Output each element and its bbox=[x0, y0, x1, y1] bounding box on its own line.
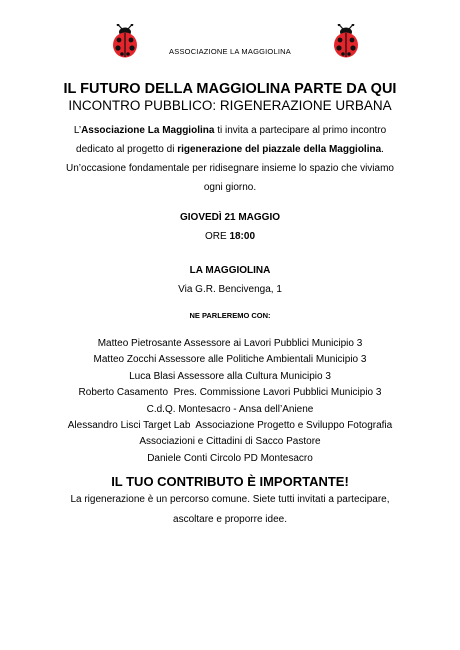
closing-line: La rigenerazione è un percorso comune. Siete tutti invitati a partecipare, bbox=[70, 494, 390, 505]
speaker-item: Matteo Zocchi Assessore alle Politiche Ambientali Municipio 3 bbox=[93, 354, 367, 366]
page-subtitle: INCONTRO PUBBLICO: RIGENERAZIONE URBANA bbox=[68, 98, 392, 113]
event-date: GIOVEDÌ 21 MAGGIO bbox=[179, 212, 281, 223]
speaker-item: Luca Blasi Assessore alla Cultura Municipio 3 bbox=[129, 370, 331, 382]
closing-paragraph bbox=[0, 490, 460, 529]
closing-line: ascoltare e proporre idee. bbox=[173, 513, 287, 525]
event-venue bbox=[0, 261, 460, 299]
speaker-item: Alessandro Lisci Target Lab Associazione Progetto e Sviluppo Fotografia bbox=[67, 420, 393, 432]
intro-line: L’Associazione La Maggiolina ti invita a partecipare al primo incontro bbox=[73, 125, 387, 136]
speakers-heading: NE PARLEREMO CON: bbox=[189, 311, 271, 320]
speaker-item: Associazioni e Cittadini di Sacco Pastore bbox=[139, 436, 321, 448]
venue-name: LA MAGGIOLINA bbox=[189, 265, 271, 276]
speaker-item: Daniele Conti Circolo PD Montesacro bbox=[147, 452, 313, 464]
event-time: ORE 18:00 bbox=[204, 231, 256, 242]
intro-line: dedicato al progetto di rigenerazione del piazzale della Maggiolina. bbox=[76, 144, 384, 155]
event-datetime bbox=[0, 208, 460, 246]
closing-title: IL TUO CONTRIBUTO È IMPORTANTE! bbox=[111, 474, 349, 489]
speakers-list bbox=[0, 336, 460, 467]
page-title: IL FUTURO DELLA MAGGIOLINA PARTE DA QUI bbox=[63, 81, 397, 97]
speaker-item: C.d.Q. Montesacro - Ansa dell’Aniene bbox=[146, 403, 314, 415]
intro-line: ogni giorno. bbox=[203, 182, 257, 193]
speaker-item: Matteo Pietrosante Assessore ai Lavori Pubblici Municipio 3 bbox=[97, 338, 363, 349]
intro-paragraph bbox=[0, 121, 460, 197]
speaker-item: Roberto Casamento Pres. Commissione Lavori Pubblici Municipio 3 bbox=[78, 387, 382, 399]
intro-line: Un’occasione fondamentale per ridisegnare insieme lo spazio che viviamo bbox=[66, 163, 394, 174]
venue-address: Via G.R. Bencivenga, 1 bbox=[178, 284, 282, 295]
association-name: ASSOCIAZIONE LA MAGGIOLINA bbox=[169, 47, 291, 56]
